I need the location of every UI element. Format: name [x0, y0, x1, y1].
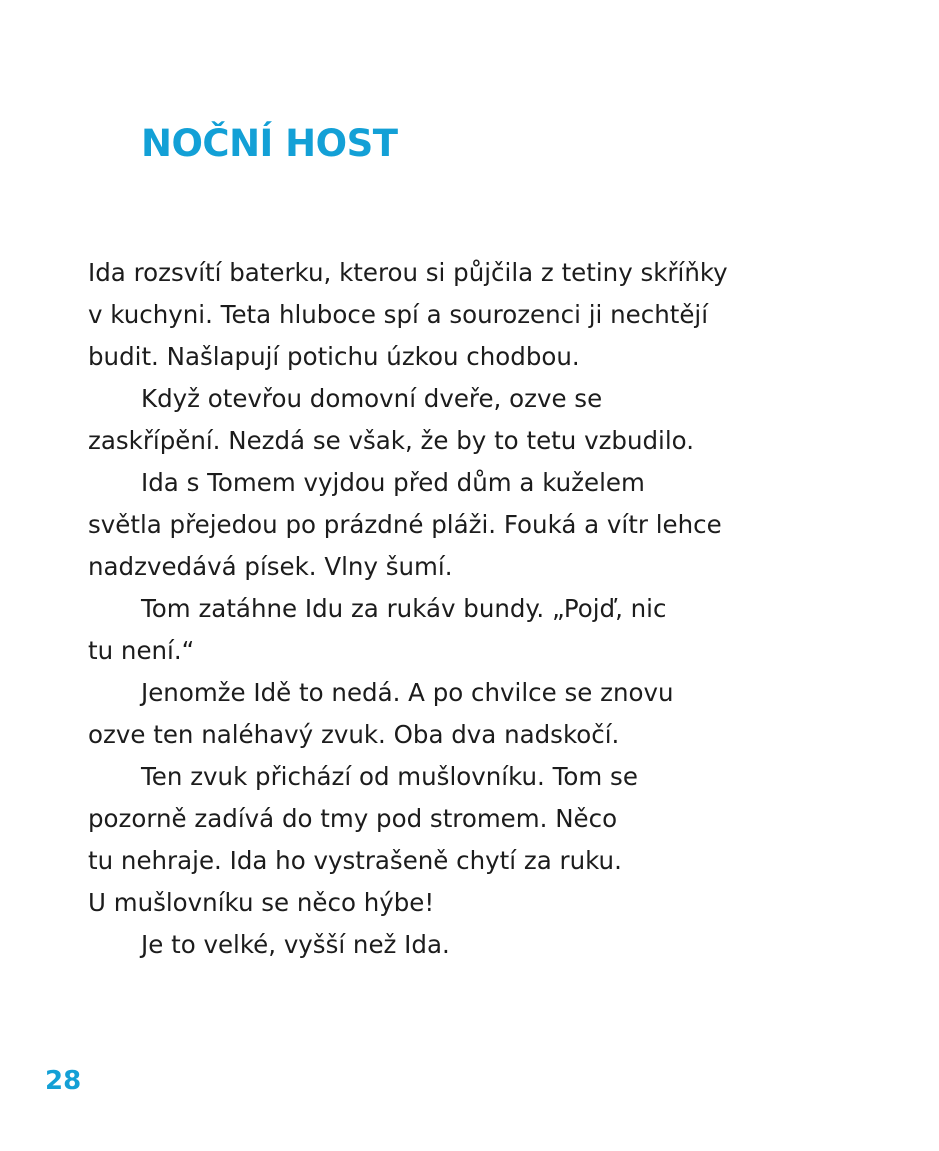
chapter-title: NOČNÍ HOST: [141, 122, 398, 165]
text-line: světla přejedou po prázdné pláži. Fouká a vítr lehce: [88, 510, 722, 539]
text-line: Jenomže Idě to nedá. A po chvilce se znovu: [141, 678, 674, 707]
text-line: U mušlovníku se něco hýbe!: [88, 888, 435, 917]
text-line: ozve ten naléhavý zvuk. Oba dva nadskočí.: [88, 720, 620, 749]
text-line: zaskřípění. Nezdá se však, že by to tetu vzbudilo.: [88, 426, 695, 455]
chapter-text: [88, 252, 878, 966]
page-number: 28: [45, 1066, 82, 1096]
text-line: tu není.“: [88, 636, 195, 665]
text-line: pozorně zadívá do tmy pod stromem. Něco: [88, 804, 618, 833]
text-line: tu nehraje. Ida ho vystrašeně chytí za ruku.: [88, 846, 622, 875]
text-line: Ida rozsvítí baterku, kterou si půjčila z tetiny skříňky: [88, 258, 728, 287]
text-line: Tom zatáhne Idu za rukáv bundy. „Pojď, nic: [141, 594, 667, 623]
text-line: Ida s Tomem vyjdou před dům a kuželem: [141, 468, 645, 497]
text-line: Ten zvuk přichází od mušlovníku. Tom se: [141, 762, 638, 791]
text-line: v kuchyni. Teta hluboce spí a sourozenci ji nechtějí: [88, 300, 709, 329]
text-line: budit. Našlapují potichu úzkou chodbou.: [88, 342, 580, 371]
text-line: nadzvedává písek. Vlny šumí.: [88, 552, 453, 581]
text-line: Když otevřou domovní dveře, ozve se: [141, 384, 603, 413]
text-line: Je to velké, vyšší než Ida.: [141, 930, 450, 959]
